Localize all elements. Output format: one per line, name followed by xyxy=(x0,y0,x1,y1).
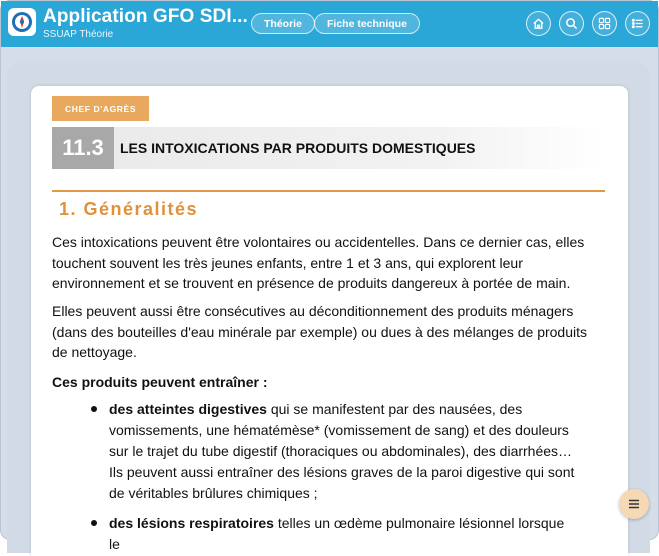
paragraph: Elles peuvent aussi être consécutives au déconditionnement des produits ménagers (dans des bouteilles d'eau minérale par exemple) ou dues à des mélanges de produits de nettoyage. xyxy=(52,303,588,360)
tab-theorie[interactable]: Théorie xyxy=(251,13,315,34)
home-button[interactable] xyxy=(526,11,551,36)
list-button[interactable] xyxy=(625,11,650,36)
list-item-term: des lésions respiratoires xyxy=(109,515,274,531)
section-title: LES INTOXICATIONS PAR PRODUITS DOMESTIQUES xyxy=(120,140,476,156)
app-subtitle: SSUAP Théorie xyxy=(43,29,114,40)
list-item xyxy=(109,399,579,504)
list-item-text: telles un œdème pulmonaire lésionnel lorsque le xyxy=(109,515,565,552)
section-header xyxy=(52,127,605,169)
grid-button[interactable] xyxy=(592,11,617,36)
search-button[interactable] xyxy=(559,11,584,36)
list-item-term: des atteintes digestives xyxy=(109,401,267,417)
app-logo xyxy=(8,8,36,36)
bullet-dot xyxy=(91,520,97,526)
search-icon xyxy=(565,17,578,30)
menu-fab-button[interactable] xyxy=(619,489,649,519)
firefighter-emblem-icon xyxy=(11,11,33,33)
home-icon xyxy=(532,17,545,30)
menu-icon xyxy=(628,499,640,509)
document-page xyxy=(31,86,628,556)
app-title: Application GFO SDI... xyxy=(43,6,248,27)
section-number: 11.3 xyxy=(52,127,114,169)
list-item-text: qui se manifestent par des nausées, des vomissements, une hématémèse* (vomissement de sang) et des douleurs sur le trajet du tube digestif (thoraciques ou abdominales), des diarrhées… Ils peuvent aussi entraîner des lésions graves de la paroi digestive qui sont de véritables brûlures chimiques ; xyxy=(109,401,575,501)
heading-divider xyxy=(52,190,605,192)
grid-icon xyxy=(598,17,611,30)
chapter-heading: 1. Généralités xyxy=(59,199,199,219)
tab-fiche-technique[interactable]: Fiche technique xyxy=(314,13,420,34)
paragraph: Ces intoxications peuvent être volontaires ou accidentelles. Dans ce dernier cas, elles touchent souvent les très jeunes enfants, entre 1 et 3 ans, qui explorent leur environnement et se trouvent en présence de produits dangereux à portée de main. xyxy=(52,234,585,291)
level-badge: CHEF D'AGRÈS xyxy=(52,96,149,121)
app-header xyxy=(1,1,658,47)
list-intro: Ces produits peuvent entraîner : xyxy=(52,374,268,390)
list-icon xyxy=(631,17,644,30)
bullet-dot xyxy=(91,406,97,412)
list-item xyxy=(109,513,579,555)
